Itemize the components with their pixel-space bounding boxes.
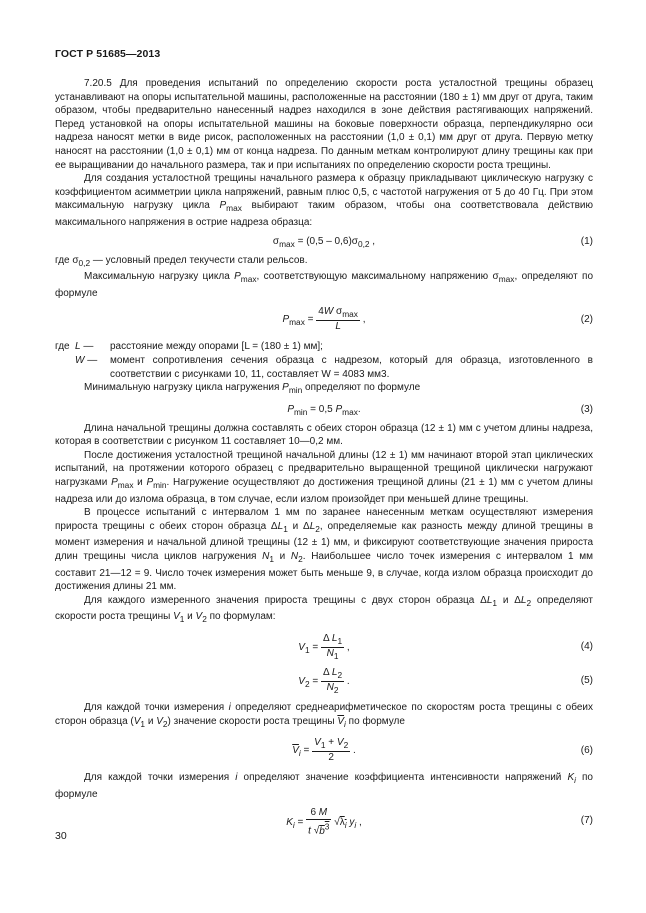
equation-7-formula: $K_i$ = $\frac{6 M}{t √b^3}$ $√\lambda_i$ $y_i$ , (286, 807, 362, 837)
where-label: где (55, 341, 70, 353)
symbol-L: L (75, 341, 81, 353)
equation-4-formula: $V_1$ = $\frac{\Delta L_1}{N_1}$ , (298, 633, 350, 661)
definition-L: где L — расстояние между опорами [L = (180 ± 1) мм]; (55, 340, 593, 354)
equation-3 (55, 403, 593, 417)
equation-6 (55, 737, 593, 765)
equation-5-number: (5) (580, 675, 593, 686)
definition-W-text: момент сопротивления сечения образца с надрезом, который для образца, изготовленного в соответствии с рисунками 10, 11, составляет W = 4083 мм3. (110, 354, 593, 380)
paragraph-7-20-5: 7.20.5 Для проведения испытаний по определению скорости роста усталостной трещины образец устанавливают на опоры испытательной машины, расположенные на расстоянии (180 ± 1) мм друг от друга, таким образом, чтобы предварительно нанесенный надрез находился в зоне действия растягивающих напряжений. Перед установкой на опоры испытательной машины на боковые поверхности образца, перпендикулярно оси надреза наносят метки в виде рисок, расположенных на расстоянии (1,0 ± 0,1) мм друг от друга. Первую метку наносят на расстоянии (1,0 ± 0,1) мм от конца надреза. По данным меткам контролируют длину трещины как при ее выращивании до начального размера, так и при испытаниях по определению скорости роста трещины. (55, 78, 593, 171)
standard-header: ГОСТ Р 51685—2013 (55, 48, 161, 60)
document-body (55, 77, 593, 841)
equation-3-formula: $P_{min} = 0,5$ $P_{max}$. (287, 403, 361, 417)
paragraph-measurement-process: В процессе испытаний с интервалом 1 мм по заранее нанесенным меткам осуществляют измерения прироста трещины с обеих сторон образца $\Delta L_1$ и $\Delta L_2$, определяемые как разность между длиной трещины в момент измерения и начальной длиной трещины (12 ± 1) мм, и фиксируют соответствующие значения прироста длин трещины числа циклов нагружения $N_1$ и $N_2$. Наибольшее число точек измерения с интервалом 1 мм составит 21—12 = 9. Число точек измерения может быть меньше 9, в случае, когда излом образца происходит до достижения длины 21 мм. (55, 507, 594, 593)
paragraph-pmax-formula: Максимальную нагрузку цикла $P_{max}$, соответствующую максимальному напряжению $\sigma_{max}$, определяют по формуле (55, 271, 594, 299)
equation-1 (55, 235, 593, 249)
equation-4-number: (4) (580, 641, 593, 652)
equation-2-number: (2) (580, 314, 593, 326)
paragraph-mean-speed: Для каждой точки измерения i определяют среднеарифметическое по скоростям роста трещины с обеих сторон образца ($V_1$ и $V_2$) значение скорости роста трещины $\overline{V}_i$ по формуле (55, 702, 594, 729)
equation-2-formula: $P_{max}$ = $\frac{4W \sigma_{max}}{L}$ , (282, 306, 366, 333)
paragraph-initial-crack-length: Длина начальной трещины должна составлять с обеих сторон образца (12 ± 1) мм с учетом длины надреза, которая в соответствии с рисунком 11 составляет 10—0,2 мм. (55, 422, 593, 448)
where-block (55, 340, 593, 381)
equation-7-number: (7) (580, 815, 593, 827)
equation-7 (55, 807, 593, 835)
definition-L-text: расстояние между опорами [L = (180 ± 1) мм]; (110, 341, 323, 353)
equation-4 (55, 633, 593, 661)
equation-1-formula: $\sigma_{max} = (0,5 - 0,6)\sigma_{0,2}$ , (272, 235, 376, 249)
paragraph-second-stage: После достижения усталостной трещиной начальной длины (12 ± 1) мм начинают второй этап циклических испытаний, на протяжении которого образец с предварительно выращенной трещиной циклически нагружают нагрузками $P_{max}$ и $P_{min}$. Нагружение осуществляют до достижения трещиной длины (21 ± 1) мм с учетом длины надреза или до излома образца, в том случае, если излом произойдет при меньшей длине трещины. (55, 449, 593, 505)
paragraph-crack-speed: Для каждого измеренного значения прироста трещины с двух сторон образца $\Delta L_1$ и $\Delta L_2$ определяют скорости роста трещины $V_1$ и $V_2$ по формулам: (55, 594, 593, 625)
paragraph-crack-creation: Для создания усталостной трещины начального размера к образцу прикладывают циклическую нагрузку с коэффициентом асимметрии цикла напряжений, равным плюс 0,5, с частотой нагружения от 5 до 40 Гц. При этом максимальную нагрузку цикла $P_{max}$ выбирают таким образом, чтобы она соответствовала действию максимального напряжения в острие надреза образца: (55, 173, 593, 228)
equation-6-formula: $\overline{V}_i$ = $\frac{V_1 + V_2}{2}$ . (292, 737, 356, 764)
equation-2 (55, 306, 593, 334)
definition-W: W — момент сопротивления сечения образца с надрезом, который для образца, изготовленного в соответствии с рисунками 10, 11, составляет W = 4083 мм3. (75, 354, 593, 380)
equation-1-number: (1) (580, 235, 593, 247)
symbol-W: W (75, 354, 85, 366)
equation-5-formula: $V_2$ = $\frac{\Delta L_2}{N_2}$ . (298, 667, 350, 695)
equation-3-number: (3) (580, 403, 593, 415)
page-number: 30 (55, 830, 67, 842)
equation-6-number: (6) (580, 745, 593, 757)
sigma-definition: где $\sigma_{0,2}$ — условный предел текучести стали рельсов. (55, 254, 308, 268)
paragraph-pmin: Минимальную нагрузку цикла нагружения $P_{min}$ определяют по формуле (84, 382, 421, 396)
paragraph-stress-intensity: Для каждой точки измерения i определяют значение коэффициента интенсивности напряжений $K_i$ по формуле (55, 772, 593, 800)
equation-5 (55, 667, 593, 695)
